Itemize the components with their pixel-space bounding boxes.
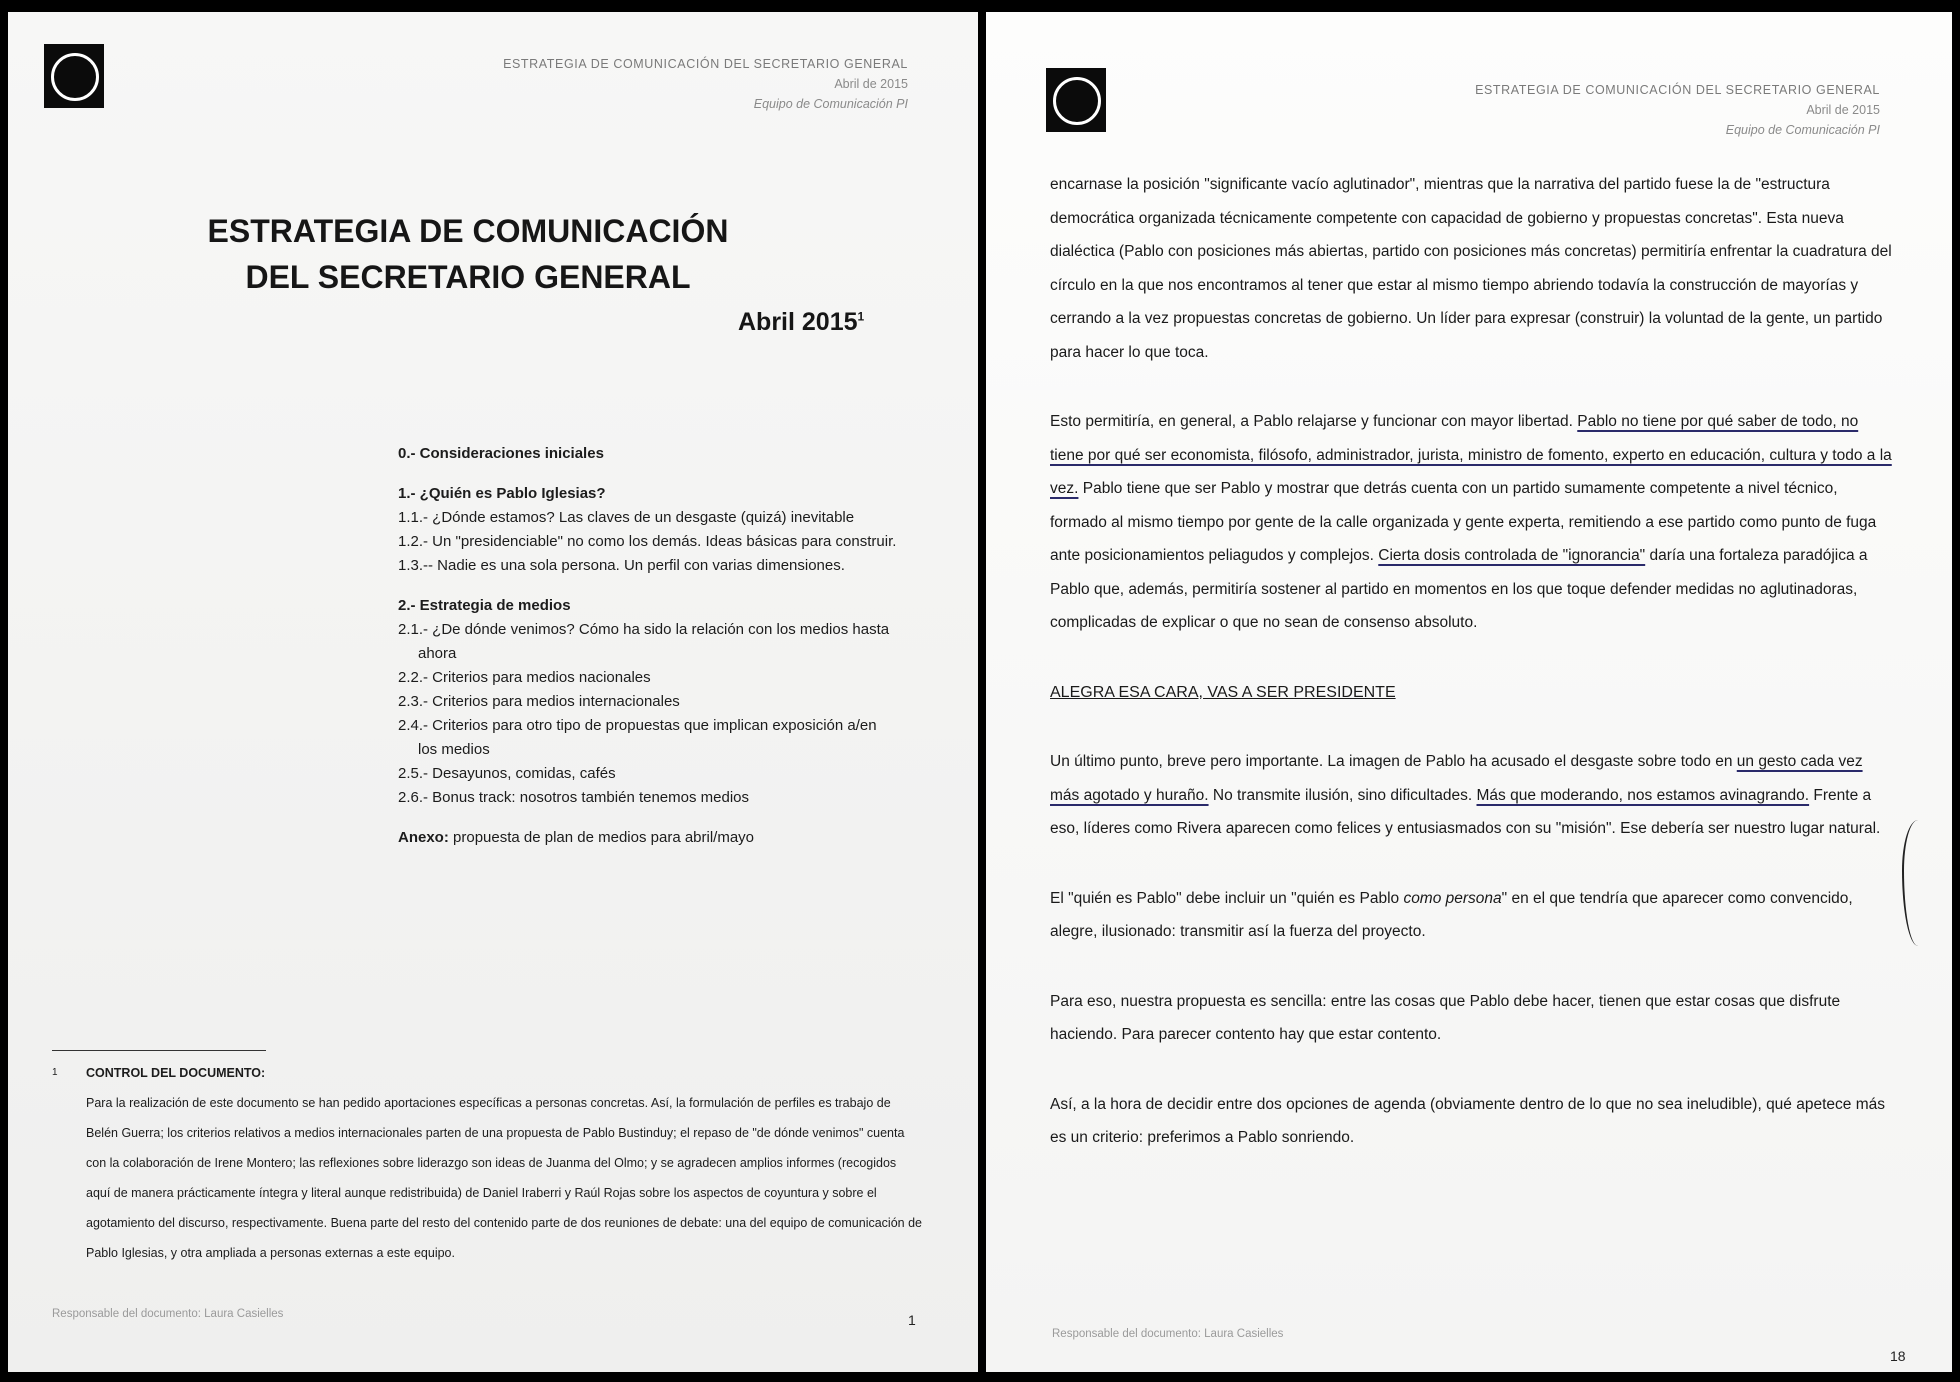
paragraph: Así, a la hora de decidir entre dos opciones de agenda (obviamente dentro de lo que no sea ineludible), qué apetece más es un criterio: preferimos a Pablo sonriendo. xyxy=(1050,1095,1885,1146)
title-line-2: DEL SECRETARIO GENERAL xyxy=(245,259,691,295)
text-run: daría una fortaleza paradójica a Pablo que, además, permitiría sostener al partido en momentos en los que toque defender medidas no aglutinadoras, complicadas de explicar o que no sean de consenso absoluto. xyxy=(1050,547,1868,631)
header-title: ESTRATEGIA DE COMUNICACIÓN DEL SECRETARIO GENERAL xyxy=(503,57,908,71)
text-run: El "quién es Pablo" debe incluir un "quién es Pablo xyxy=(1050,889,1404,907)
text-run: Esto permitiría, en general, a Pablo relajarse y funcionar con mayor libertad. xyxy=(1050,413,1578,430)
paragraph: Para eso, nuestra propuesta es sencilla: entre las cosas que Pablo debe hacer, tienen que estar cosas que disfrute haciendo. Para parecer contento hay que estar contento. xyxy=(1050,992,1841,1043)
document-responsible: Responsable del documento: Laura Casielles xyxy=(52,1308,284,1320)
date-text: Abril 2015 xyxy=(738,308,858,336)
toc-item: 2.2.- Criterios para medios nacionales xyxy=(398,669,651,686)
text-run: Un último punto, breve pero importante. La imagen de Pablo ha acusado el desgaste sobre todo en xyxy=(1050,753,1737,770)
footnote-rule xyxy=(52,1050,266,1051)
page-header xyxy=(1475,80,1880,140)
paragraph xyxy=(1050,405,1892,640)
footnote-ref: 1 xyxy=(857,309,865,324)
emphasis: como persona xyxy=(1403,889,1502,907)
header-date: Abril de 2015 xyxy=(1806,103,1880,117)
underlined-text: un gesto cada vez más agotado y huraño. xyxy=(1050,753,1863,804)
document-responsible: Responsable del documento: Laura Casielles xyxy=(1052,1328,1284,1340)
header-date: Abril de 2015 xyxy=(834,77,908,91)
paragraph: encarnase la posición "significante vacío aglutinador", mientras que la narrativa del partido fuese la de "estructura democrática organizada técnicamente competente con capacidad de gobierno y propuestas concretas". Esta nueva dialéctica (Pablo con posiciones más abiertas, partido con posiciones más concretas) permitiría enfrentar la cuadratura del círculo en la que nos encontramos al tener que estar al mismo tiempo abriendo todavía la construcción de mayorías y cerrando a la vez propuestas concretas de gobierno. Un líder para expresar (construir) la voluntad de la gente, un partido para hacer lo que toca. xyxy=(1050,176,1892,361)
toc-item: 1.3.-- Nadie es una sola persona. Un perfil con varias dimensiones. xyxy=(398,557,845,574)
toc-item: 1.2.- Un "presidenciable" no como los demás. Ideas básicas para construir. xyxy=(398,533,897,550)
toc-section-1: 1.- ¿Quién es Pablo Iglesias? xyxy=(398,485,606,502)
toc-item: 1.1.- ¿Dónde estamos? Las claves de un desgaste (quizá) inevitable xyxy=(398,509,855,526)
table-of-contents xyxy=(398,442,898,850)
page-number: 1 xyxy=(908,1312,916,1328)
podemos-logo xyxy=(44,44,104,108)
document-page-18 xyxy=(986,12,1952,1372)
toc-section-2: 2.- Estrategia de medios xyxy=(398,597,571,614)
underlined-text: Pablo no tiene por qué saber de todo, no tiene por qué ser economista, filósofo, administrador, jurista, ministro de fomento, experto en educación, cultura y todo a la vez. xyxy=(1050,413,1892,497)
paragraph xyxy=(1050,882,1892,949)
underlined-text: Más que moderando, nos estamos avinagrando. xyxy=(1476,786,1810,804)
title-line-1: ESTRATEGIA DE COMUNICACIÓN xyxy=(207,213,729,249)
section-heading: ALEGRA ESA CARA, VAS A SER PRESIDENTE xyxy=(1050,683,1396,701)
toc-item: 2.6.- Bonus track: nosotros también tenemos medios xyxy=(398,789,750,806)
header-team: Equipo de Comunicación PI xyxy=(753,97,908,111)
toc-section-0: 0.- Consideraciones iniciales xyxy=(398,445,604,462)
annex-text: propuesta de plan de medios para abril/mayo xyxy=(448,829,755,846)
document-date xyxy=(738,308,864,337)
footnote-mark: 1 xyxy=(52,1067,58,1078)
toc-annex xyxy=(398,826,898,850)
podemos-logo xyxy=(1046,68,1106,132)
toc-item: 2.5.- Desayunos, comidas, cafés xyxy=(398,765,616,782)
document-page-1 xyxy=(8,12,978,1372)
page-header xyxy=(503,54,908,114)
toc-item: 2.1.- ¿De dónde venimos? Cómo ha sido la relación con los medios hasta ahora xyxy=(398,621,890,662)
text-run: Frente a eso, líderes como Rivera aparecen como felices y entusiasmados con su "misión". Ese debería ser nuestro lugar natural. xyxy=(1050,786,1881,837)
footnote-heading: CONTROL DEL DOCUMENTO: xyxy=(86,1066,266,1080)
handwritten-bracket-mark xyxy=(1902,820,1934,946)
text-run: Pablo tiene que ser Pablo y mostrar que detrás cuenta con un partido sumamente competente a nivel técnico, formado al mismo tiempo por gente de la calle organizada y gente experta, remitiendo a ese partido como punto de fuga ante posicionamientos peliagudos y complejos. xyxy=(1050,480,1877,564)
page-body xyxy=(1050,168,1892,1191)
paragraph xyxy=(1050,745,1892,846)
text-run: " en el que tendría que aparecer como convencido, alegre, ilusionado: transmitir así la fuerza del proyecto. xyxy=(1050,889,1853,940)
page-number: 18 xyxy=(1890,1348,1906,1364)
toc-item: 2.4.- Criterios para otro tipo de propuestas que implican exposición a/en los medios xyxy=(398,717,877,758)
toc-item: 2.3.- Criterios para medios internacionales xyxy=(398,693,680,710)
header-team: Equipo de Comunicación PI xyxy=(1725,123,1880,137)
underlined-text: Cierta dosis controlada de "ignorancia" xyxy=(1378,547,1646,564)
document-title xyxy=(158,208,778,300)
annex-label: Anexo: xyxy=(398,829,449,846)
header-title: ESTRATEGIA DE COMUNICACIÓN DEL SECRETARIO GENERAL xyxy=(1475,83,1880,97)
footnote xyxy=(52,1058,922,1268)
footnote-text: Para la realización de este documento se han pedido aportaciones específicas a personas concretas. Así, la formulación de perfiles es trabajo de Belén Guerra; los criterios relativos a medios internacionales parten de una propuesta de Pablo Bustinduy; el repaso de "de dónde venimos" cuenta con la colaboración de Irene Montero; las reflexiones sobre liderazgo son ideas de Juanma del Olmo; y se agradecen amplios informes (recogidos aquí de manera prácticamente íntegra y literal aunque redistribuida) de Daniel Iraberri y Raúl Rojas sobre los aspectos de coyuntura y sobre el agotamiento del discurso, respectivamente. Buena parte del resto del contenido parte de dos reuniones de debate: una del equipo de comunicación de Pablo Iglesias, y otra ampliada a personas externas a este equipo. xyxy=(86,1096,922,1260)
text-run: No transmite ilusión, sino dificultades. xyxy=(1208,786,1477,804)
